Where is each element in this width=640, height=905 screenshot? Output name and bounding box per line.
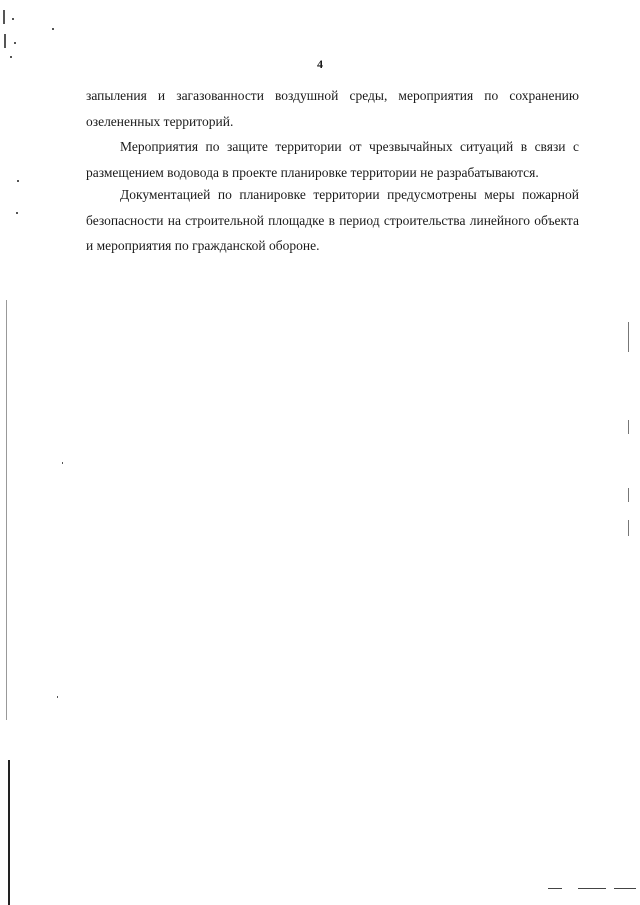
scan-artifact-dot <box>62 462 63 464</box>
scan-edge-right <box>628 420 629 434</box>
scan-edge-left-bottom <box>8 760 10 905</box>
scan-edge-right <box>628 488 629 502</box>
scan-artifact-dot <box>17 180 19 182</box>
scan-artifact-dot <box>16 212 18 214</box>
scan-edge-right <box>628 322 629 352</box>
scan-artifact-dot <box>57 696 58 698</box>
scan-artifact-dot <box>12 18 14 20</box>
scan-artifact-dot <box>52 28 54 30</box>
scan-artifact-dot <box>14 42 16 44</box>
paragraph-emergency-protection: Мероприятия по защите территории от чрезвычайных ситуаций в связи с размещением водовода в проекте планировке территории не разрабатываются. <box>86 139 579 180</box>
scan-edge-bottom <box>578 888 606 889</box>
scan-edge-right <box>628 520 629 536</box>
scan-edge-bottom <box>548 888 562 889</box>
scan-artifact-dot <box>4 34 6 48</box>
scan-artifact-dot <box>10 56 12 58</box>
paragraph-continuation: запыления и загазованности воздушной среды, мероприятия по сохранению озелененных территорий. <box>86 88 579 129</box>
page-number: 4 <box>317 57 323 71</box>
paragraph-fire-safety: Документацией по планировке территории предусмотрены меры пожарной безопасности на строительной площадке в период строительства линейного объекта и мероприятия по гражданской обороне. <box>86 187 579 253</box>
scan-artifact-dot <box>3 10 5 24</box>
scan-edge-bottom <box>614 888 636 889</box>
scan-edge-left <box>6 300 7 720</box>
